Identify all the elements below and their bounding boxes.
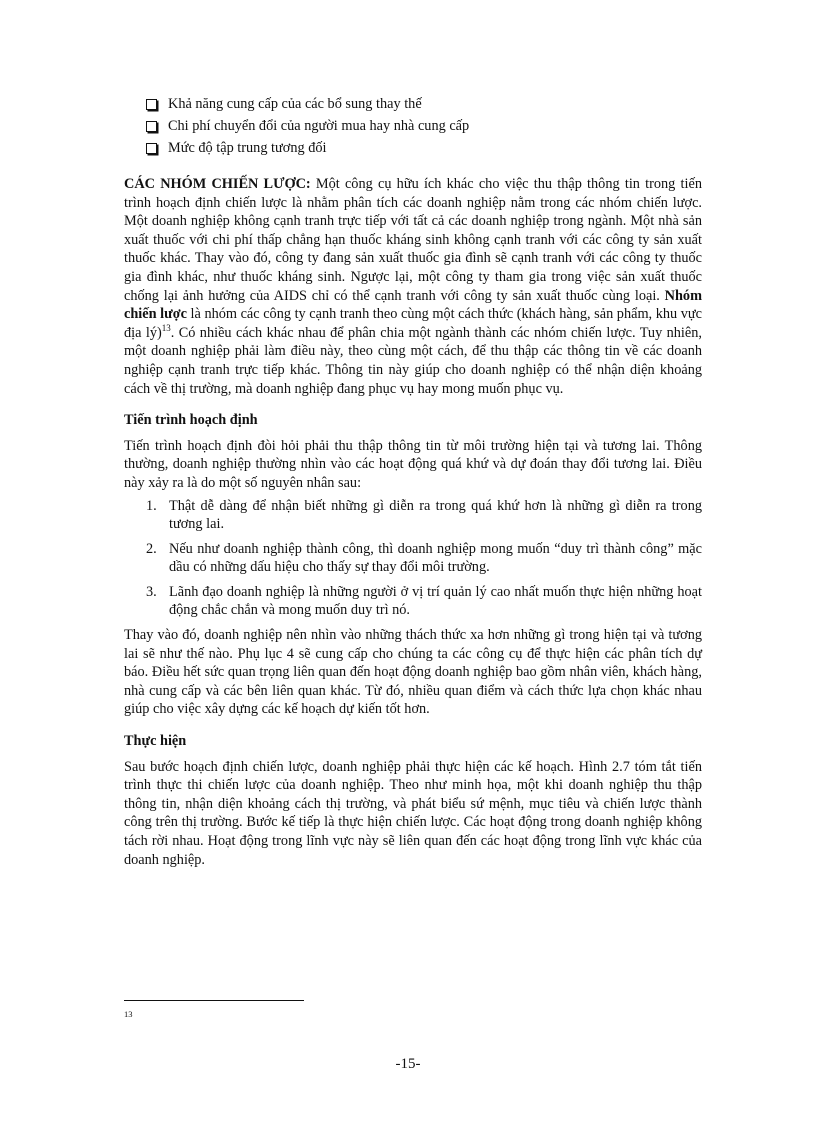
- page-number: -15-: [395, 1056, 421, 1072]
- implementation-paragraph: Sau bước hoạch định chiến lược, doanh nghiệp phải thực hiện các kế hoạch. Hình 2.7 tóm tắt tiến trình thực thi chiến lược của doanh nghiệp. Theo như minh họa, một khi doanh nghiệp thu thập thông tin, nhận diện khoảng cách thị trường, và phát biểu sứ mệnh, mục tiêu và chiến lược thành công trên thị trường. Bước kế tiếp là thực hiện chiến lược. Các hoạt động trong doanh nghiệp không tách rời nhau. Hoạt động trong lĩnh vực này sẽ liên quan đến các hoạt động trong lĩnh vực khác của doanh nghiệp.: [124, 758, 702, 868]
- implementation-heading: Thực hiện: [124, 733, 187, 750]
- bullet-item: Mức độ tập trung tương đối: [146, 139, 702, 161]
- reasons-list: [124, 497, 702, 621]
- reason-item: 3. Lãnh đạo doanh nghiệp là những người ở vị trí quản lý cao nhất muốn thực hiện những hoạt động chắc chắn và mong muốn duy trì nó.: [146, 583, 702, 619]
- strategic-groups-heading: CÁC NHÓM CHIẾN LƯỢC:: [124, 176, 311, 192]
- strategic-groups-paragraph: CÁC NHÓM CHIẾN LƯỢC: Một công cụ hữu ích khác cho việc thu thập thông tin trong tiến trình hoạch định chiến lược là nhằm phân tích các doanh nghiệp nằm trong các nhóm chiến lược. Một doanh nghiệp không cạnh tranh trực tiếp với tất cả các doanh nghiệp trong ngành. Một nhà sản xuất thuốc với chi phí thấp chẳng hạn thuốc kháng sinh không cạnh tranh với các công ty sản xuất thuốc khác. Thay vào đó, công ty đang sản xuất thuốc gia đình sẽ cạnh tranh với các công ty thuốc gia đình khác, như thuốc kháng sinh. Ngược lại, một công ty tham gia trong việc sản xuất thuốc chống lại ảnh hưởng của AIDS chỉ có thể cạnh tranh với công ty sản xuất thuốc cùng loại. Nhóm chiến lược là nhóm các công ty cạnh tranh theo cùng một cách thức (khách hàng, sản phẩm, khu vực địa lý)$^{13}$. Có nhiều cách khác nhau để phân chia một ngành thành các nhóm chiến lược. Tuy nhiên, một doanh nghiệp phải làm điều này, theo cùng một cách, để thu thập các thông tin về các doanh nghiệp cạnh tranh trực tiếp khác. Thông tin này giúp cho doanh nghiệp có thể nhận diện khoảng cách về thị trường, mà doanh nghiệp đang phục vụ hay mong muốn phục vụ.: [124, 176, 702, 397]
- bullet-item: Khả năng cung cấp của các bổ sung thay thế: [146, 95, 702, 117]
- page-content: [124, 95, 702, 869]
- footnote-number: 13: [124, 1009, 133, 1019]
- checkbox-bullet-icon: [146, 143, 157, 154]
- planning-intro: Tiến trình hoạch định đòi hỏi phải thu thập thông tin từ môi trường hiện tại và tương lai. Thông thường, doanh nghiệp thường nhìn vào các hoạt động quá khứ và dự đoán thay đổi tương lai. Điều này xảy ra là do một số nguyên nhân sau:: [124, 437, 702, 491]
- bullet-item: Chi phí chuyển đổi của người mua hay nhà cung cấp: [146, 117, 702, 139]
- bold-term: Nhóm chiến lược: [124, 287, 702, 323]
- footnote-ref: 13: [161, 322, 171, 333]
- footnote-divider: [124, 1000, 304, 1001]
- reason-item: 1. Thật dễ dàng để nhận biết những gì diễn ra trong quá khứ hơn là những gì diễn ra trong tương lai.: [146, 497, 702, 533]
- planning-conclusion: Thay vào đó, doanh nghiệp nên nhìn vào những thách thức xa hơn những gì trong hiện tại và tương lai sẽ như thế nào. Phụ lục 4 sẽ cung cấp cho chúng ta các công cụ để thực hiện các phân tích dự báo. Điều hết sức quan trọng liên quan đến hoạt động doanh nghiệp bao gồm nhân viên, khách hàng, nhà cung cấp và các bên liên quan khác. Từ đó, nhiều quan điểm và cách thức lựa chọn khác nhau giúp cho việc xây dựng các kế hoạch dự kiến tốt hơn.: [124, 627, 702, 718]
- planning-heading: Tiến trình hoạch định: [124, 412, 258, 429]
- reason-item: 2. Nếu như doanh nghiệp thành công, thì doanh nghiệp mong muốn “duy trì thành công” mặc dầu có những dấu hiệu cho thấy sự thay đổi môi trường.: [146, 540, 702, 576]
- checkbox-bullet-icon: [146, 99, 157, 110]
- checkbox-bullet-icon: [146, 121, 157, 132]
- bullet-list: [146, 95, 702, 161]
